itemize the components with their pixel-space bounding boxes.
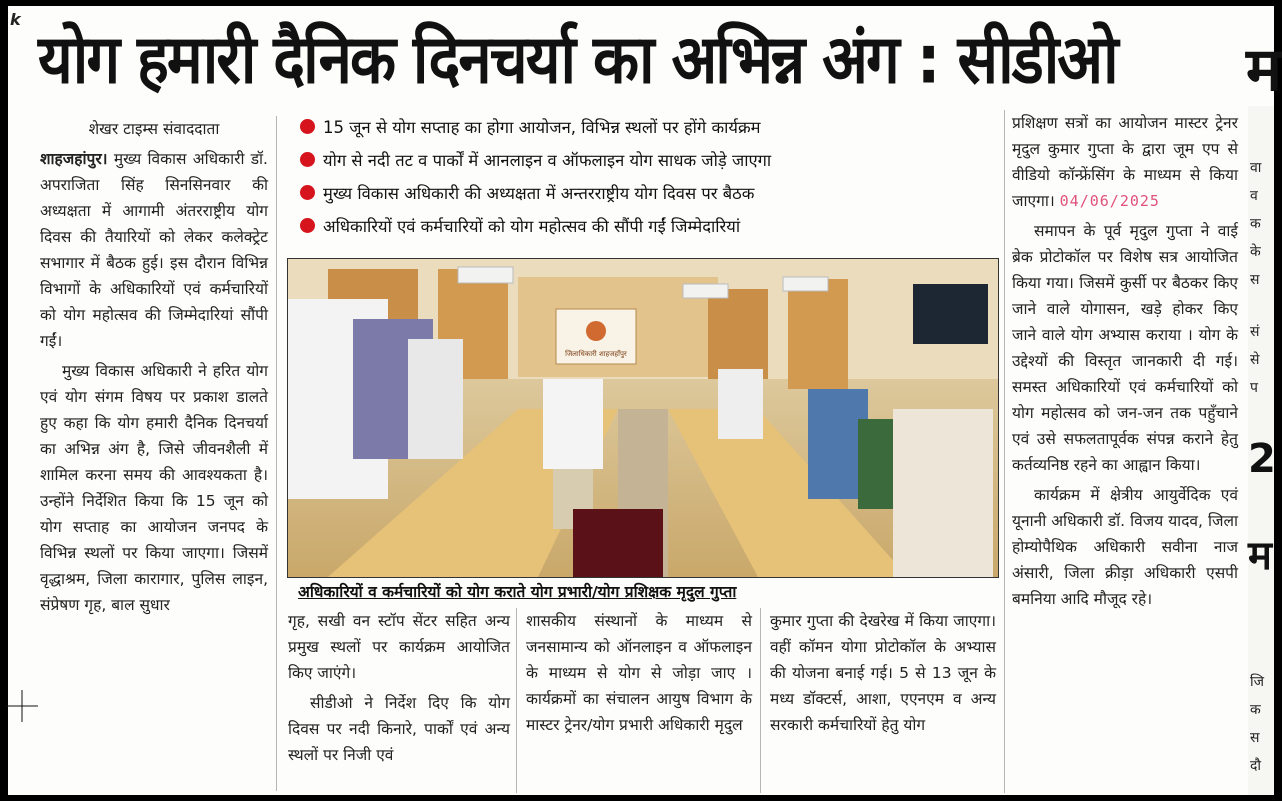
- bullet-icon: [300, 152, 315, 167]
- adjacent-article-fragment: वा व क के स सं से प 2 म जि क स दौ: [1248, 106, 1274, 795]
- column-divider: [1004, 110, 1005, 793]
- paragraph: मुख्य विकास अधिकारी ने हरित योग एवं योग संगम विषय पर प्रकाश डालते हुए कहा कि योग हमारी दैनिक दिनचर्या का अभिन्न अंग है, जिसे जीवनशैली में शामिल करना समय की आवश्यकता है। उन्होंने निर्देशित किया कि 15 जून को योग सप्ताह का आयोजन जनपद के विभिन्न स्थलों पर किया जाएगा। जिसमें वृद्धाश्रम, जिला कारागार, पुलिस लाइन, संप्रेषण गृह, बाल सुधार: [40, 362, 268, 614]
- bullet-icon: [300, 119, 315, 134]
- bullet-icon: [300, 185, 315, 200]
- highlights-list: [300, 110, 1000, 242]
- meeting-photo-illustration: [288, 259, 998, 577]
- paragraph: प्रशिक्षण सत्रों का आयोजन मास्टर ट्रेनर मृदुल कुमार गुप्ता के द्वारा जूम एप से वीडियो कॉन्फ्रेंसिंग के माध्यम से किया जाएगा। 04/06/2025: [1012, 114, 1238, 210]
- highlight-item: मुख्य विकास अधिकारी की अध्यक्षता में अन्तरराष्ट्रीय योग दिवस पर बैठक: [300, 176, 1000, 209]
- column-divider: [760, 608, 761, 793]
- date-stamp: 04/06/2025: [1059, 192, 1160, 210]
- column-divider: [276, 116, 277, 791]
- paragraph: गृह, सखी वन स्टॉप सेंटर सहित अन्य प्रमुख स्थलों पर कार्यक्रम आयोजित किए जाएंगे।: [288, 612, 510, 682]
- paragraph: सीडीओ ने निर्देश दिए कि योग दिवस पर नदी किनारे, पार्कों एवं अन्य स्थलों पर निजी एवं: [288, 694, 510, 764]
- paragraph: कार्यक्रम में क्षेत्रीय आयुर्वेदिक एवं यूनानी अधिकारी डॉ. विजय यादव, जिला होम्योपैथिक अधिकारी सवीना नाज अंसारी, जिला क्रीड़ा अधिकारी एसपी बमनिया आदि मौजूद रहे।: [1012, 486, 1238, 608]
- paragraph: कुमार गुप्ता की देखरेख में किया जाएगा। वहीं कॉमन योगा प्रोटोकॉल के अभ्यास की योजना बनाई गई। 5 से 13 जून के मध्य डॉक्टर्स, आशा, एएनएम व अन्य सरकारी कर्मचारियों हेतु योग: [770, 612, 996, 734]
- byline: शेखर टाइम्स संवाददाता: [88, 120, 220, 138]
- registration-mark-icon: [6, 690, 38, 722]
- news-photo: [287, 258, 999, 578]
- next-headline-fragment: म: [1246, 35, 1282, 105]
- dateline: शाहजहांपुर।: [40, 150, 108, 168]
- column-1: [40, 116, 268, 622]
- bullet-icon: [300, 218, 315, 233]
- column-4: [770, 608, 996, 742]
- highlight-item: अधिकारियों एवं कर्मचारियों को योग महोत्सव की सौंपी गईं जिम्मेदारियां: [300, 209, 1000, 242]
- newspaper-page: [8, 6, 1282, 795]
- highlight-item: योग से नदी तट व पार्कों में आनलाइन व ऑफलाइन योग साधक जोड़े जाएगा: [300, 143, 1000, 176]
- lead-paragraph: [40, 146, 268, 354]
- column-divider: [516, 608, 517, 793]
- photo-sign-text: जिलाधिकारी शाहजहाँपुर: [565, 350, 627, 358]
- paragraph: समापन के पूर्व मृदुल गुप्ता ने वाई ब्रेक प्रोटोकॉल पर विशेष सत्र आयोजित किया गया। जिसमें कुर्सी पर बैठकर किए जाने वाले योगासन, खड़े होकर किए जाने वाले योग अभ्यास कराया । योग के उद्देश्यों की विस्तृत जानकारी दी गई। समस्त अधिकारियों एवं कर्मचारियों को योग महोत्सव को जन-जन तक पहुँचाने एवं उसे सफलतापूर्वक संपन्न कराने हेतु कर्तव्यनिष्ठ रहने का आह्वान किया।: [1012, 222, 1238, 474]
- photo-caption: अधिकारियों व कर्मचारियों को योग कराते योग प्रभारी/योग प्रशिक्षक मृदुल गुप्ता: [298, 583, 737, 601]
- column-2: [288, 608, 510, 772]
- paragraph: शासकीय संस्थानों के माध्यम से जनसामान्य को ऑनलाइन व ऑफलाइन के माध्यम से योग से जोड़ा जाए । कार्यक्रमों का संचालन आयुष विभाग के मास्टर ट्रेनर/योग प्रभारी अधिकारी मृदुल: [526, 612, 752, 734]
- highlight-item: 15 जून से योग सप्ताह का होगा आयोजन, विभिन्न स्थलों पर होंगे कार्यक्रम: [300, 110, 1000, 143]
- headline: योग हमारी दैनिक दिनचर्या का अभिन्न अंग : सीडीओ: [38, 20, 1117, 100]
- column-5: [1012, 110, 1238, 616]
- corner-mark: k: [10, 10, 21, 29]
- lead-text: मुख्य विकास अधिकारी डॉ. अपराजिता सिंह सिनसिनवार की अध्यक्षता में आगामी अंतरराष्ट्रीय योग दिवस की तैयारियों को लेकर कलेक्ट्रेट सभागार में बैठक हुई। इस दौरान विभिन्न विभागों के अधिकारियों एवं कर्मचारियों को योग महोत्सव की जिम्मेदारियां सौंपी गईं।: [40, 150, 268, 350]
- column-3: [526, 608, 752, 742]
